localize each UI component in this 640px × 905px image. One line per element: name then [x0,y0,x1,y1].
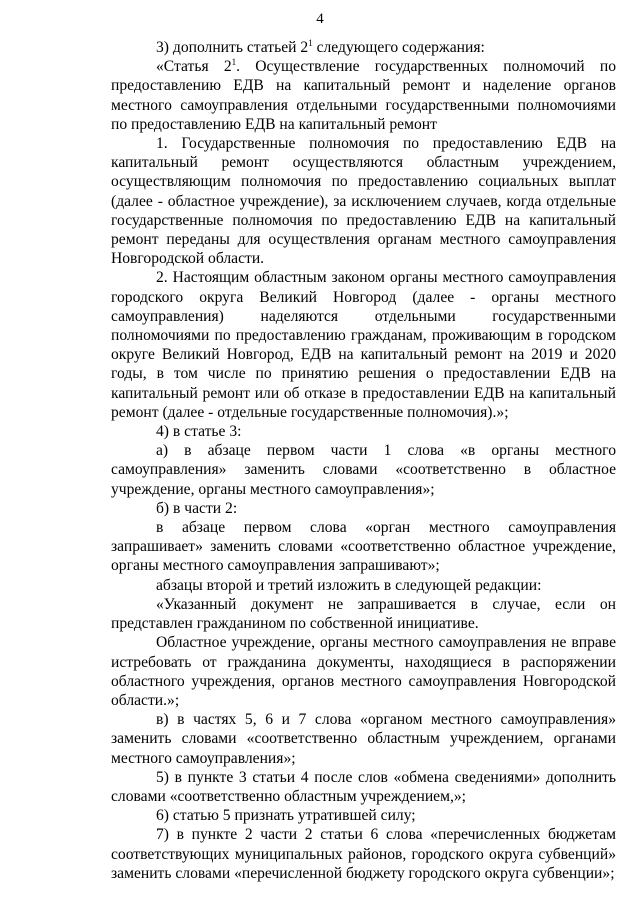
paragraph-text-tail: . Осуществление государственных полномочий по предоставлению ЕДВ на капитальный ремонт и наделение органов местного самоуправления отдельными государственными полномочиями по предоставлению ЕДВ на капитальный ремонт [111,58,616,133]
paragraph-amendment-4: 4) в статье 3: [156,423,242,441]
paragraph-sub-b: б) в части 2: [156,499,238,517]
paragraph-amendment-5: 5) в пункте 3 статьи 4 после слов «обмена сведениями» дополнить словами «соответственно областным учреждением,»; [111,768,616,805]
paragraph-sub-v: в) в частях 5, 6 и 7 слова «органом местного самоуправления» заменить словами «соответственно областным учреждением, органами местного самоуправления»; [111,711,616,767]
paragraph-item-2: 2. Настоящим областным законом органы местного самоуправления городского округа Великий Новгород (далее - органы местного самоуправления) наделяются отдельными государственными полномочиями по предоставлению гражданам, проживающим в городском округе Великий Новгород, ЕДВ на капитальный ремонт на 2019 и 2020 годы, в том числе по принятию решения о предоставлении ЕДВ на капитальный ремонт или об отказе в предоставлении ЕДВ на капитальный ремонт (далее - отдельные государственные полномочия).»; [111,269,616,421]
paragraph-quote-1: «Указанный документ не запрашивается в случае, если он представлен гражданином по собственной инициативе. [111,595,616,633]
superscript: 1 [308,38,313,48]
paragraph-sub-a: а) в абзаце первом части 1 слова «в органы местного самоуправления» заменить словами «соответственно в областное учреждение, органы местного самоуправления»; [111,442,616,498]
paragraph-quote-2: Областное учреждение, органы местного самоуправления не вправе истребовать от гражданина документы, находящиеся в распоряжении областного учреждения, органов местного самоуправления Новгородской области.»; [111,634,616,709]
paragraph-first-abzac: в абзаце первом слова «орган местного самоуправления запрашивает» заменить словами «соответственно областное учреждение, органы местного самоуправления запрашивают»; [111,519,616,575]
page-number: 4 [316,11,324,27]
paragraph-amendment-6: 6) статью 5 признать утратившей силу; [156,807,416,825]
paragraph-amendment-7: 7) в пункте 2 части 2 статьи 6 слова «перечисленных бюджетам соответствующих муниципальных районов, городского округа субвенций» заменить словами «перечисленной бюджету городского округа субвенции»; [111,826,616,882]
document-body [111,38,616,883]
paragraph-article-heading [111,57,616,134]
paragraph-item-1: 1. Государственные полномочия по предоставлению ЕДВ на капитальный ремонт осуществляются областным учреждением, осуществляющим полномочия по предоставлению социальных выплат (далее - областное учреждение), за исключением случаев, когда отдельные государственные полномочия по предоставлению ЕДВ на капитальный ремонт переданы для осуществления органам местного самоуправления Новгородской области. [111,135,616,268]
paragraph-text: 3) дополнить статьей 2 [156,39,309,56]
paragraph-abzac-2-3: абзацы второй и третий изложить в следующей редакции: [156,576,542,594]
superscript: 1 [231,57,237,68]
paragraph-text-tail: следующего содержания: [312,39,485,56]
paragraph-text: «Статья 2 [156,58,232,76]
paragraph-amendment-3 [111,38,616,57]
